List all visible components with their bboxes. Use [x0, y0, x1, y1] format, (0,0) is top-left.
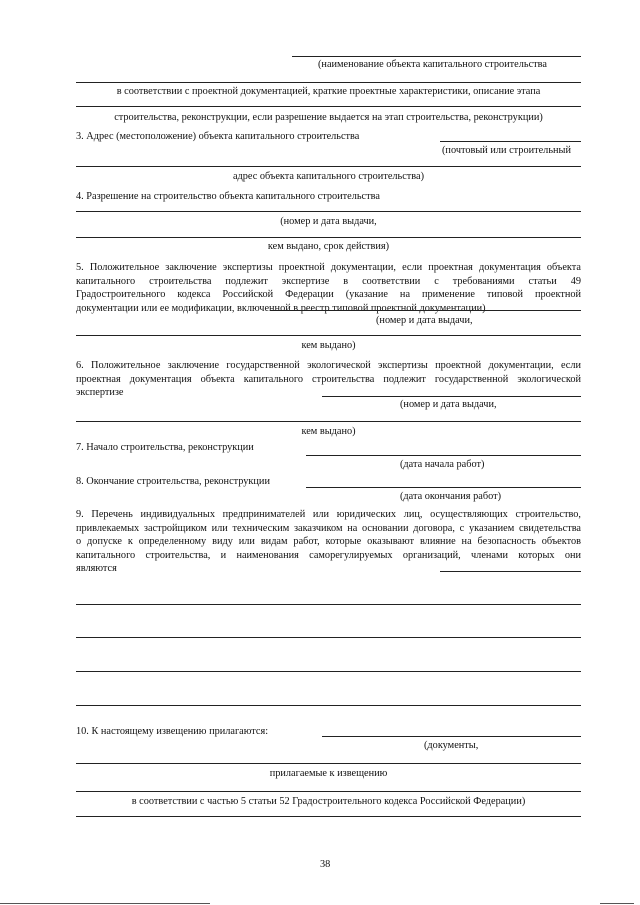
- item8-hint: (дата окончания работ): [400, 491, 502, 502]
- item6-conclusion-line-2[interactable]: [76, 421, 581, 422]
- item5-line: 5. Положительное заключение экспертизы проектной документации, если проектная документация объекта: [76, 262, 581, 273]
- object-name-line[interactable]: [292, 56, 581, 57]
- item6-line: 6. Положительное заключение государственной экологической экспертизы проектной документации, если: [76, 360, 581, 371]
- item3-address-line-1[interactable]: [440, 141, 581, 142]
- item3-label: 3. Адрес (местоположение) объекта капитального строительства: [76, 131, 360, 142]
- item5-line: Градостроительного кодекса Российской Федерации (указание на применение типовой проектной: [76, 289, 581, 301]
- item4-permit-line-2[interactable]: [76, 237, 581, 238]
- item9-contractors-line-2[interactable]: [76, 604, 581, 605]
- object-name-caption: (наименование объекта капитального строительства: [318, 59, 547, 70]
- page-number: 38: [320, 859, 331, 870]
- item9-paragraph: [76, 508, 581, 576]
- item3-address-line-2[interactable]: [76, 166, 581, 167]
- item5-conclusion-line-2[interactable]: [76, 335, 581, 336]
- item9-contractors-line-3[interactable]: [76, 637, 581, 638]
- item9-line: о допуске к определенному виду или видам работ, которые оказывают влияние на безопасность объектов: [76, 536, 581, 548]
- item4-hint-1: (номер и дата выдачи,: [280, 216, 377, 227]
- object-description-caption: в соответствии с проектной документацией, краткие проектные характеристики, описание этапа: [116, 86, 541, 97]
- item5-hint-2: кем выдано): [301, 340, 356, 351]
- item10-documents-line-1[interactable]: [322, 736, 581, 737]
- item10-label: 10. К настоящему извещению прилагаются:: [76, 726, 269, 737]
- item10-hint-3: в соответствии с частью 5 статьи 52 Градостроительного кодекса Российской Федерации): [131, 796, 526, 807]
- item9-line: являются: [76, 563, 117, 575]
- item5-line: документации или ее модификации, включенной в реестр типовой проектной документации): [76, 302, 486, 314]
- item3-hint-1: (почтовый или строительный: [442, 145, 571, 156]
- item9-line: привлекаемых застройщиком или техническим заказчиком на основании договора, с указанием свидетельства: [76, 522, 581, 534]
- item10-documents-line-2[interactable]: [76, 763, 581, 764]
- object-description-line[interactable]: [76, 82, 581, 83]
- item5-conclusion-line-1[interactable]: [270, 310, 581, 311]
- item6-line: экспертизе: [76, 387, 124, 399]
- item10-hint-2: прилагаемые к извещению: [269, 768, 388, 779]
- item9-contractors-line-5[interactable]: [76, 705, 581, 706]
- item6-conclusion-line-1[interactable]: [322, 396, 581, 397]
- item8-end-date-line[interactable]: [306, 487, 581, 488]
- item9-contractors-line-1[interactable]: [440, 571, 581, 572]
- item5-line: капитального строительства подлежит экспертизе в соответствии с требованиями статьи 49: [76, 275, 581, 287]
- scan-edge-mark: [600, 903, 634, 904]
- item7-hint: (дата начала работ): [400, 459, 485, 470]
- item5-paragraph: [76, 261, 581, 315]
- item10-documents-line-4[interactable]: [76, 816, 581, 817]
- item4-permit-line-1[interactable]: [76, 211, 581, 212]
- item5-hint-1: (номер и дата выдачи,: [376, 315, 473, 326]
- item6-line: проектная документация объекта капитального строительства подлежит государственной экологической: [76, 373, 581, 385]
- scan-edge-mark: [0, 903, 210, 904]
- item4-hint-2: кем выдано, срок действия): [267, 241, 390, 252]
- item3-hint-2: адрес объекта капитального строительства): [232, 171, 425, 182]
- item6-hint-1: (номер и дата выдачи,: [400, 399, 497, 410]
- item10-documents-line-3[interactable]: [76, 791, 581, 792]
- item6-hint-2: кем выдано): [301, 426, 356, 437]
- item7-start-date-line[interactable]: [306, 455, 581, 456]
- item9-line: капитального строительства, и наименования саморегулируемых организаций, членами которых они: [76, 549, 581, 561]
- item4-label: 4. Разрешение на строительство объекта капитального строительства: [76, 191, 380, 202]
- item7-label: 7. Начало строительства, реконструкции: [76, 442, 254, 453]
- item9-line: 9. Перечень индивидуальных предпринимателей или юридических лиц, осуществляющих строительство,: [76, 509, 581, 520]
- object-stage-line[interactable]: [76, 106, 581, 107]
- item9-contractors-line-4[interactable]: [76, 671, 581, 672]
- item6-paragraph: [76, 359, 581, 400]
- item8-label: 8. Окончание строительства, реконструкции: [76, 476, 270, 487]
- object-stage-caption: строительства, реконструкции, если разрешение выдается на этап строительства, реконструкции): [114, 112, 543, 123]
- item10-hint-1: (документы,: [424, 740, 479, 751]
